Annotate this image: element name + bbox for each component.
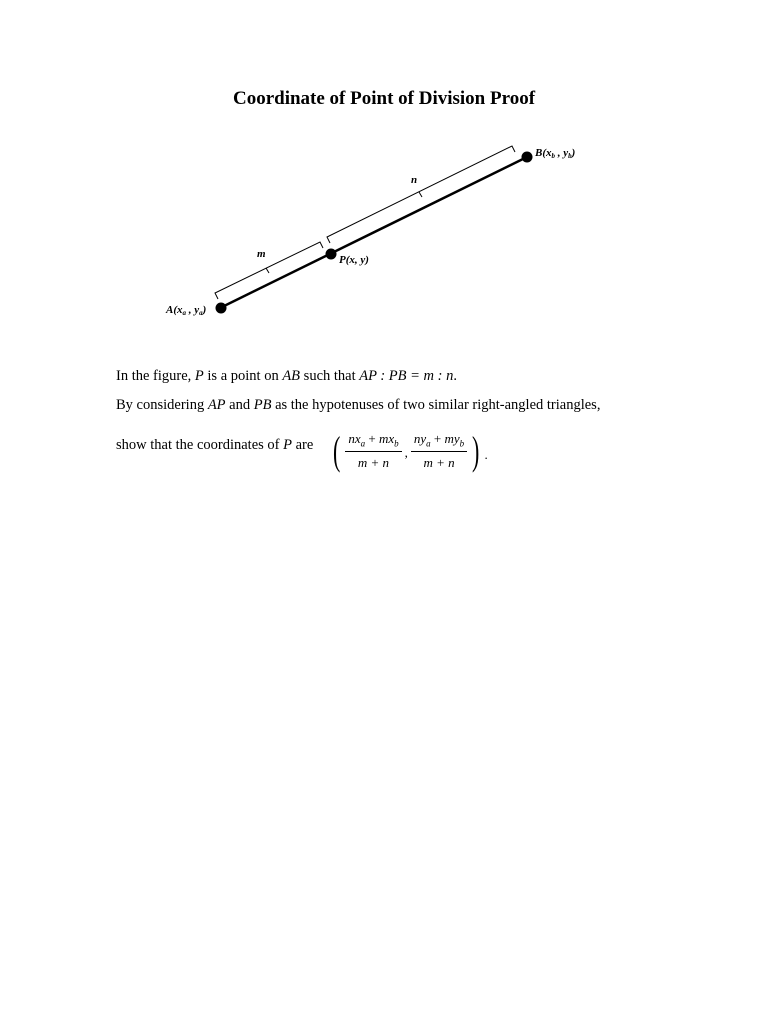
point-a-dot xyxy=(216,303,227,314)
statement-line-2: By considering AP and PB as the hypotenuses of two similar right-angled triangles, xyxy=(116,397,601,413)
formula-open-paren: ( xyxy=(332,428,341,473)
page-title: Coordinate of Point of Division Proof xyxy=(232,88,536,109)
point-a-label: A(xa , ya) xyxy=(166,304,207,317)
coordinate-formula xyxy=(330,428,488,474)
bracket-ap-tick xyxy=(266,268,269,273)
formula-close-paren: ) xyxy=(472,428,480,473)
division-figure xyxy=(0,0,768,360)
bracket-ap xyxy=(215,242,323,299)
statement-line-1: In the figure, P is a point on AB such that AP : PB = m : n. xyxy=(116,368,457,384)
point-b-label: B(xb , yb) xyxy=(535,147,576,160)
point-p-label: P(x, y) xyxy=(339,254,369,266)
formula-x-numerator: $nx_a + mx_b$ xyxy=(345,431,401,452)
formula-y-fraction xyxy=(411,431,467,471)
segment-pb-label: n xyxy=(411,174,418,186)
formula-comma: , xyxy=(404,445,408,460)
point-b-dot xyxy=(522,152,533,163)
formula-y-denominator: m + n xyxy=(423,454,455,470)
statement-line-3: show that the coordinates of P are xyxy=(116,437,314,453)
formula-x-fraction xyxy=(345,431,401,471)
figure-svg xyxy=(0,0,768,360)
segment-ap-label: m xyxy=(257,248,266,260)
point-p-dot xyxy=(326,249,337,260)
formula-x-denominator: m + n xyxy=(357,454,390,470)
segment-ab xyxy=(220,157,527,308)
formula-period: . xyxy=(484,447,488,462)
formula-y-numerator: $ny_a + my_b$ xyxy=(411,431,467,452)
bracket-pb-tick xyxy=(419,192,422,197)
